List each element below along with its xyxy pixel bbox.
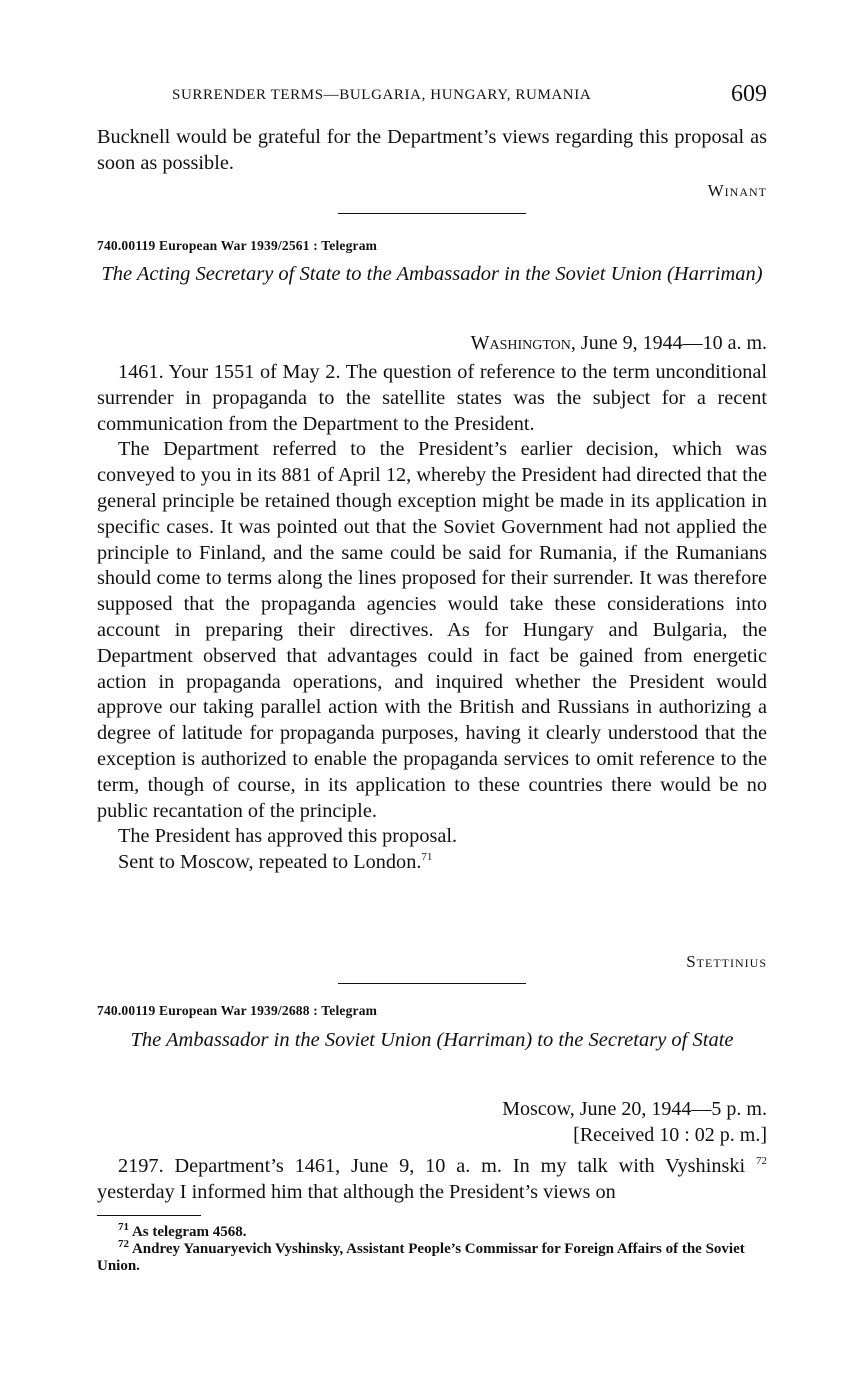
doc3-file-reference: 740.00119 European War 1939/2688 : Telegram [97,1003,378,1018]
doc3-received: [Received 10 : 02 p. m.] [573,1124,767,1146]
dateline-place: Washington [470,332,571,354]
footnote-reference: 71 [421,851,433,864]
paragraph: The President has approved this proposal. [118,825,458,848]
footnote: $^{71}$ As telegram 4568. [118,1221,247,1240]
section-rule [97,213,767,214]
paragraph: 1461. Your 1551 of May 2. The question of reference to the term unconditional surrender in propaganda to the satellite states was the subject for a recent communication from the Department to the President. [97,361,767,435]
doc3-heading: The Ambassador in the Soviet Union (Harriman) to the Secretary of State [130,1029,734,1051]
footnote-reference: 72 [756,1155,767,1168]
doc2-heading: The Acting Secretary of State to the Ambassador in the Soviet Union (Harriman) [101,263,763,285]
doc2-signature: Stettinius [686,952,767,971]
doc3-dateline: Moscow, June 20, 1944—5 p. m. [502,1098,767,1120]
footnote: $^{72}$ Andrey Yanuaryevich Vyshinsky, Assistant People’s Commissar for Foreign Affairs of the Soviet Union. [97,1238,745,1274]
running-head [97,82,767,110]
doc2-file-reference: 740.00119 European War 1939/2561 : Telegram [97,238,378,253]
paragraph: 2197. Department’s 1461, June 9, 10 a. m. In my talk with Vyshinski $^{72}$ yesterday I informed him that although the President’s views on [97,1155,767,1203]
dateline-time: , June 9, 1944—10 a. m. [570,332,767,354]
running-title: SURRENDER TERMS—BULGARIA, HUNGARY, RUMANIA [172,87,592,103]
doc1-signature: Winant [707,181,767,200]
doc2-body [97,360,767,876]
page-number: 609 [731,81,767,107]
footnotes [97,1221,767,1275]
paragraph: The Department referred to the President’s earlier decision, which was conveyed to you in its 881 of April 12, whereby the President had directed that the general principle be retained though exception might be made in its application in specific cases. It was pointed out that the Soviet Government had not applied the principle to Finland, and the same could be said for Rumania, if the Rumanians should come to terms along the lines proposed for their surrender. It was therefore supposed that the propaganda agencies would take these considerations into account in preparing their directives. As for Hungary and Bulgaria, the Department observed that advantages could in fact be gained from energetic action in propaganda operations, and inquired whether the President would approve our taking parallel action with the British and Russians in authorizing a degree of latitude for propaganda purposes, having it clearly understood that the exception is authorized to enable the propaganda services to omit reference to the term, though of course, in its application to these countries there would be no public recantation of the principle. [97,438,767,822]
section-rule [97,983,767,984]
footnote-rule [97,1215,767,1216]
doc3-body [97,1154,767,1206]
paragraph: Sent to Moscow, repeated to London.$^{71}$ [118,851,433,874]
doc2-dateline [97,330,767,356]
doc1-paragraph: Bucknell would be grateful for the Department’s views regarding this proposal as soon as possible. [97,126,767,174]
